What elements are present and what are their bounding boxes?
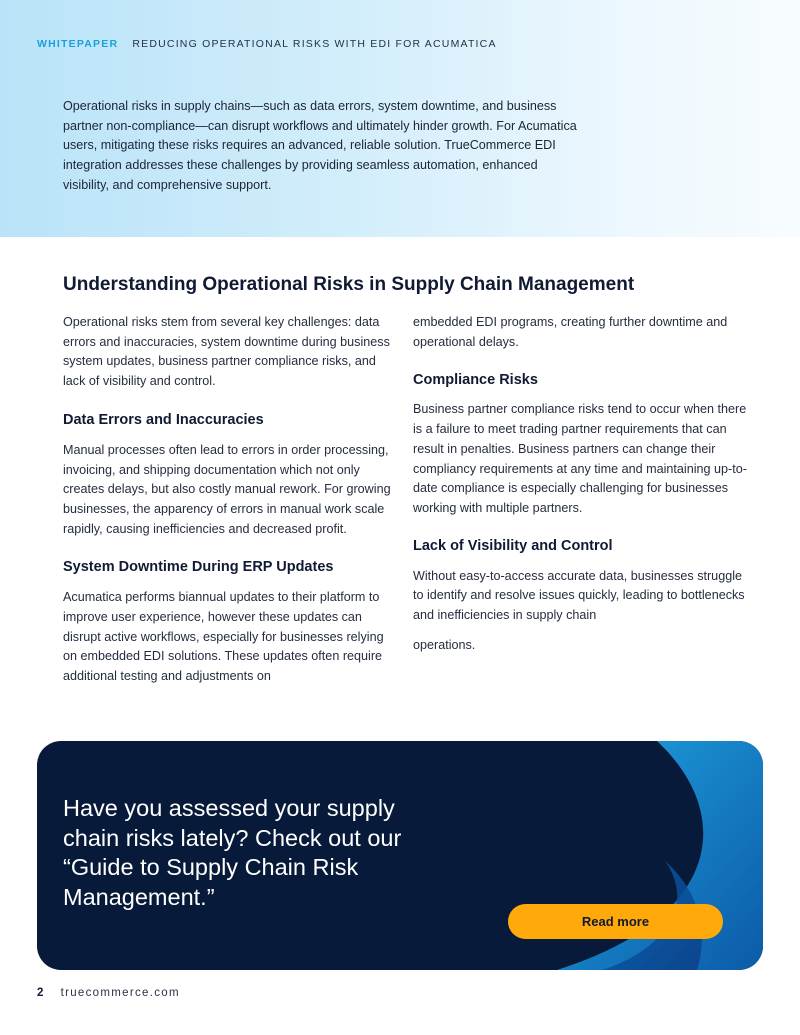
downtime-heading: System Downtime During ERP Updates [63,559,334,576]
downtime-paragraph-continued: embedded EDI programs, creating further downtime and operational delays. [413,315,728,349]
right-column [413,313,748,655]
section-title: Understanding Operational Risks in Supply Chain Management [63,274,635,295]
cta-text: Have you assessed your supply chain risks lately? Check out our “Guide to Supply Chain Risk Management.” [63,795,402,910]
downtime-paragraph: Acumatica performs biannual updates to their platform to improve user experience, however these updates can disrupt active workflows, especially for businesses relying on embedded EDI solutions. These updates often require additional testing and adjustments on [63,590,384,684]
page-number: 2 [37,987,44,999]
visibility-heading: Lack of Visibility and Control [413,537,613,554]
intro-paragraph: Operational risks in supply chains—such as data errors, system downtime, and business partner non-compliance—can disrupt workflows and ultimately hinder growth. For Acumatica users, mitigating these risks requires an advanced, reliable solution. TrueCommerce EDI integration addresses these challenges by providing seamless automation, enhanced visibility, and comprehensive support. [63,99,577,192]
visibility-paragraph-end: operations. [413,637,476,652]
document-title: REDUCING OPERATIONAL RISKS WITH EDI FOR ACUMATICA [132,38,497,50]
compliance-heading: Compliance Risks [413,372,538,389]
whitepaper-label: WHITEPAPER [37,38,119,50]
document-header [37,38,497,50]
cta-banner [37,741,763,970]
data-errors-paragraph: Manual processes often lead to errors in order processing, invoicing, and shipping documentation which not only creates delays, but also costly manual rework. For growing businesses, the apparency of errors in manual work scale rapidly, causing inefficiencies and decreased profit. [63,442,391,536]
left-column [63,313,393,687]
read-more-button[interactable]: Read more [508,904,723,939]
footer-website-link[interactable]: truecommerce.com [60,987,180,999]
visibility-paragraph: Without easy-to-access accurate data, businesses struggle to identify and resolve issues quickly, leading to bottlenecks and inefficiencies in supply chain [413,568,745,623]
compliance-paragraph: Business partner compliance risks tend to occur when there is a failure to meet trading partner requirements that can result in penalties. Business partners can change their compliancy requirements at any time and maintaining up-to-date compliance is especially challenging for businesses working with multiple partners. [413,402,747,515]
data-errors-heading: Data Errors and Inaccuracies [63,411,264,428]
page-footer [37,987,180,999]
overview-paragraph: Operational risks stem from several key challenges: data errors and inaccuracies, system downtime during business system updates, business partner compliance risks, and lack of visibility and control. [63,315,390,389]
